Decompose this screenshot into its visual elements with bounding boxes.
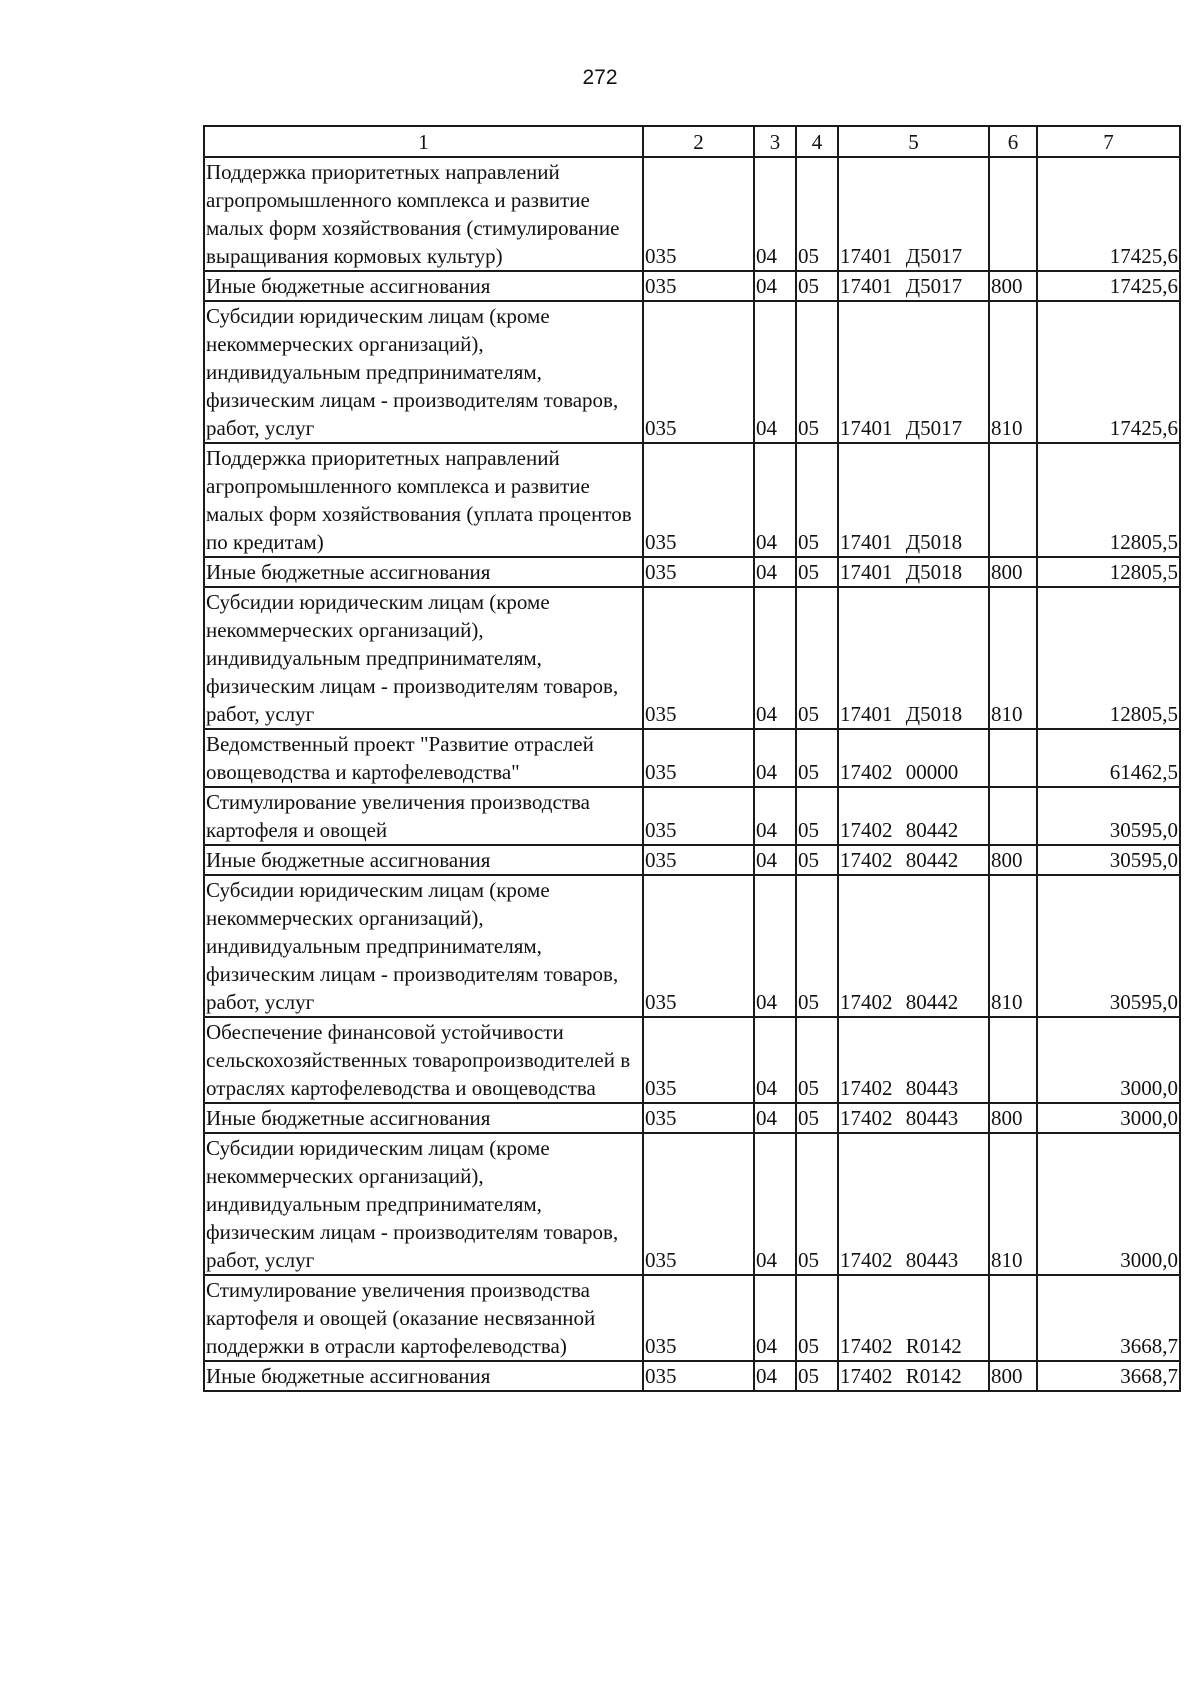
cell-subsection: 05 [796,787,838,845]
cell-section: 04 [754,1275,796,1361]
cell-name: Ведомственный проект "Развитие отраслей овощеводства и картофелеводства" [204,729,643,787]
cell-name: Поддержка приоритетных направлений агропромышленного комплекса и развитие малых форм хозяйствования (уплата процентов по кредитам) [204,443,643,557]
table-row [204,845,1180,875]
cell-subsection: 05 [796,875,838,1017]
cell-amount: 12805,5 [1037,557,1180,587]
cell-name: Субсидии юридическим лицам (кроме некоммерческих организаций), индивидуальным предпринимателям, физическим лицам - производителям товаров, работ, услуг [204,1133,643,1275]
cell-target-article: 17401 Д5018 [838,587,989,729]
table-row [204,443,1180,557]
cell-grbs: 035 [643,729,754,787]
table-row [204,787,1180,845]
table-row [204,1103,1180,1133]
cell-name: Поддержка приоритетных направлений агропромышленного комплекса и развитие малых форм хозяйствования (стимулирование выращивания кормовых культур) [204,157,643,271]
cell-amount: 30595,0 [1037,845,1180,875]
cell-subsection: 05 [796,157,838,271]
cell-grbs: 035 [643,875,754,1017]
table-row [204,587,1180,729]
cell-section: 04 [754,1103,796,1133]
cell-amount: 3000,0 [1037,1133,1180,1275]
cell-target-article: 17401 Д5018 [838,443,989,557]
column-header-7: 7 [1037,126,1180,157]
cell-grbs: 035 [643,1103,754,1133]
cell-name: Иные бюджетные ассигнования [204,1103,643,1133]
cell-expense-type: 810 [989,1133,1037,1275]
cell-name: Стимулирование увеличения производства картофеля и овощей (оказание несвязанной поддержки в отрасли картофелеводства) [204,1275,643,1361]
cell-expense-type: 810 [989,301,1037,443]
cell-name: Субсидии юридическим лицам (кроме некоммерческих организаций), индивидуальным предпринимателям, физическим лицам - производителям товаров, работ, услуг [204,875,643,1017]
cell-target-article: 17402 80443 [838,1103,989,1133]
cell-expense-type: 800 [989,271,1037,301]
page-number: 272 [582,66,618,89]
table-row [204,1133,1180,1275]
cell-grbs: 035 [643,1133,754,1275]
cell-grbs: 035 [643,443,754,557]
cell-subsection: 05 [796,557,838,587]
column-header-4: 4 [796,126,838,157]
cell-section: 04 [754,271,796,301]
cell-amount: 17425,6 [1037,157,1180,271]
cell-amount: 12805,5 [1037,443,1180,557]
cell-name: Стимулирование увеличения производства картофеля и овощей [204,787,643,845]
table-row [204,271,1180,301]
cell-grbs: 035 [643,1275,754,1361]
cell-target-article: 17402 80442 [838,845,989,875]
cell-target-article: 17401 Д5017 [838,301,989,443]
cell-subsection: 05 [796,271,838,301]
column-header-2: 2 [643,126,754,157]
cell-grbs: 035 [643,157,754,271]
cell-section: 04 [754,443,796,557]
cell-section: 04 [754,1361,796,1391]
cell-amount: 3668,7 [1037,1275,1180,1361]
cell-subsection: 05 [796,1103,838,1133]
cell-target-article: 17401 Д5017 [838,271,989,301]
cell-grbs: 035 [643,845,754,875]
table-header-row [204,126,1180,157]
cell-subsection: 05 [796,1133,838,1275]
cell-target-article: 17402 80442 [838,875,989,1017]
cell-section: 04 [754,845,796,875]
cell-amount: 3668,7 [1037,1361,1180,1391]
cell-expense-type: 800 [989,1103,1037,1133]
cell-grbs: 035 [643,787,754,845]
column-header-1: 1 [204,126,643,157]
cell-expense-type [989,443,1037,557]
cell-expense-type: 810 [989,587,1037,729]
cell-name: Иные бюджетные ассигнования [204,557,643,587]
cell-section: 04 [754,1017,796,1103]
cell-name: Иные бюджетные ассигнования [204,271,643,301]
cell-amount: 12805,5 [1037,587,1180,729]
cell-section: 04 [754,787,796,845]
cell-target-article: 17402 80443 [838,1017,989,1103]
cell-expense-type: 810 [989,875,1037,1017]
cell-target-article: 17402 80443 [838,1133,989,1275]
cell-amount: 17425,6 [1037,301,1180,443]
cell-name: Субсидии юридическим лицам (кроме некоммерческих организаций), индивидуальным предпринимателям, физическим лицам - производителям товаров, работ, услуг [204,301,643,443]
cell-expense-type: 800 [989,845,1037,875]
cell-name: Обеспечение финансовой устойчивости сельскохозяйственных товаропроизводителей в отраслях картофелеводства и овощеводства [204,1017,643,1103]
column-header-6: 6 [989,126,1037,157]
cell-amount: 17425,6 [1037,271,1180,301]
cell-subsection: 05 [796,1275,838,1361]
cell-expense-type [989,787,1037,845]
cell-subsection: 05 [796,729,838,787]
cell-subsection: 05 [796,587,838,729]
cell-grbs: 035 [643,587,754,729]
cell-section: 04 [754,557,796,587]
cell-grbs: 035 [643,557,754,587]
table-row [204,1361,1180,1391]
table-row [204,729,1180,787]
budget-table [203,125,1181,1392]
table-row [204,1017,1180,1103]
cell-amount: 3000,0 [1037,1017,1180,1103]
table-body [204,157,1180,1391]
cell-subsection: 05 [796,845,838,875]
cell-amount: 30595,0 [1037,787,1180,845]
cell-amount: 61462,5 [1037,729,1180,787]
table-row [204,557,1180,587]
cell-target-article: 17401 Д5017 [838,157,989,271]
cell-subsection: 05 [796,1017,838,1103]
cell-target-article: 17402 00000 [838,729,989,787]
cell-grbs: 035 [643,1361,754,1391]
cell-amount: 3000,0 [1037,1103,1180,1133]
column-header-5: 5 [838,126,989,157]
cell-expense-type: 800 [989,557,1037,587]
cell-target-article: 17402 R0142 [838,1361,989,1391]
table-row [204,157,1180,271]
cell-section: 04 [754,157,796,271]
cell-name: Субсидии юридическим лицам (кроме некоммерческих организаций), индивидуальным предпринимателям, физическим лицам - производителям товаров, работ, услуг [204,587,643,729]
cell-subsection: 05 [796,1361,838,1391]
cell-grbs: 035 [643,1017,754,1103]
table-row [204,301,1180,443]
cell-subsection: 05 [796,301,838,443]
cell-section: 04 [754,301,796,443]
cell-expense-type [989,157,1037,271]
cell-subsection: 05 [796,443,838,557]
cell-expense-type [989,729,1037,787]
cell-grbs: 035 [643,301,754,443]
cell-section: 04 [754,875,796,1017]
cell-expense-type [989,1017,1037,1103]
cell-amount: 30595,0 [1037,875,1180,1017]
cell-target-article: 17402 80442 [838,787,989,845]
cell-expense-type: 800 [989,1361,1037,1391]
cell-section: 04 [754,1133,796,1275]
cell-section: 04 [754,729,796,787]
cell-expense-type [989,1275,1037,1361]
cell-name: Иные бюджетные ассигнования [204,1361,643,1391]
cell-grbs: 035 [643,271,754,301]
cell-section: 04 [754,587,796,729]
cell-target-article: 17401 Д5018 [838,557,989,587]
column-header-3: 3 [754,126,796,157]
table-row [204,875,1180,1017]
cell-target-article: 17402 R0142 [838,1275,989,1361]
table-row [204,1275,1180,1361]
cell-name: Иные бюджетные ассигнования [204,845,643,875]
